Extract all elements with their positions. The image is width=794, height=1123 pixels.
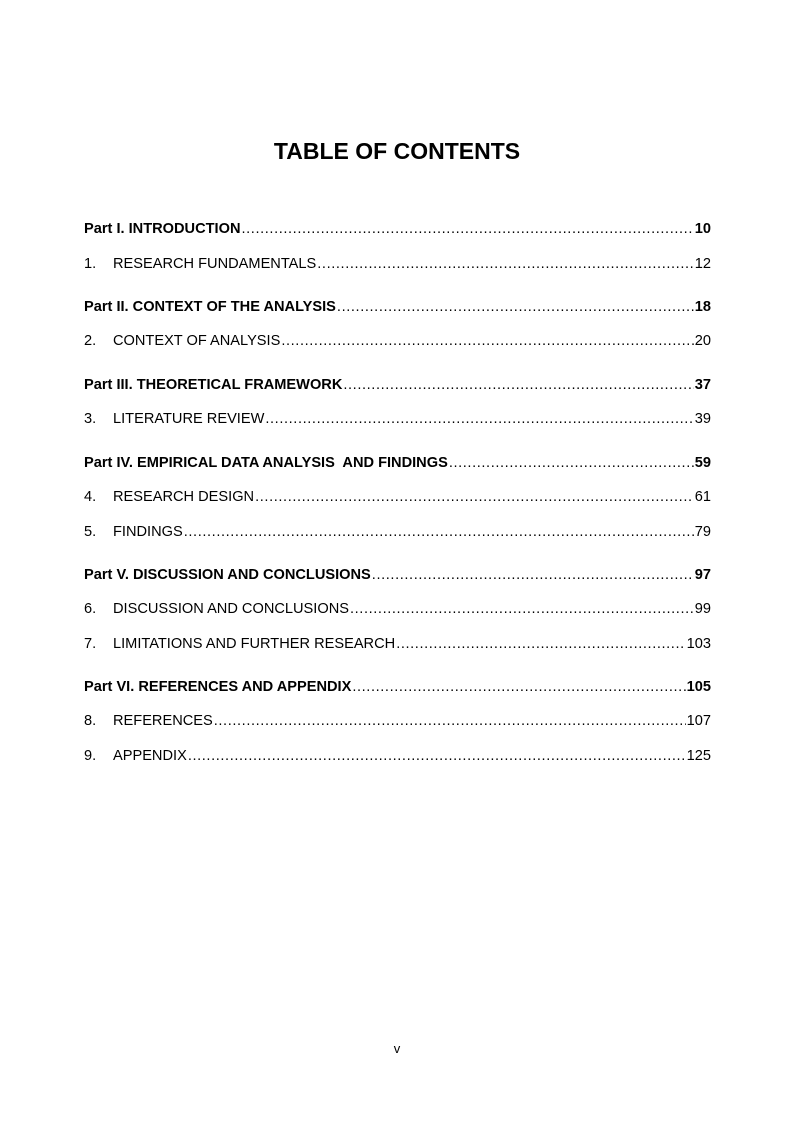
toc-entry-page: 79 <box>694 524 711 540</box>
toc-entry-number: 4. <box>84 489 97 505</box>
toc-entry-label: Part VI. REFERENCES AND APPENDIX <box>84 679 352 695</box>
page-number: v <box>393 1041 401 1056</box>
dot-leader <box>449 453 694 473</box>
toc-entry-page: 10 <box>694 221 711 237</box>
toc-entry-page: 107 <box>686 713 711 729</box>
page-title: TABLE OF CONTENTS <box>273 138 521 164</box>
toc-entry-label: DISCUSSION AND CONCLUSIONS <box>113 601 349 617</box>
toc-entry-number: 1. <box>84 256 97 272</box>
dot-leader <box>265 409 693 429</box>
toc-entry-number: 9. <box>84 748 97 764</box>
toc-entry-chapter-4[interactable] <box>84 487 711 507</box>
toc-entry-label: LITERATURE REVIEW <box>113 411 265 427</box>
dot-leader <box>255 487 694 507</box>
toc-entry-number: 8. <box>84 713 97 729</box>
toc-entry-page: 39 <box>694 411 711 427</box>
toc-entry-chapter-9[interactable] <box>84 746 711 766</box>
toc-entry-label: Part II. CONTEXT OF THE ANALYSIS <box>84 299 336 315</box>
dot-leader <box>396 634 685 654</box>
toc-entry-number: 6. <box>84 601 97 617</box>
toc-entry-part-5[interactable] <box>84 565 711 585</box>
dot-leader <box>281 331 693 351</box>
toc-entry-label: FINDINGS <box>113 524 183 540</box>
dot-leader <box>184 522 694 542</box>
toc-entry-label: Part IV. EMPIRICAL DATA ANALYSIS AND FINDINGS <box>84 455 448 471</box>
toc-entry-number: 7. <box>84 636 97 652</box>
toc-entry-chapter-5[interactable] <box>84 522 711 542</box>
toc-entry-page: 18 <box>694 299 711 315</box>
toc-entry-page: 105 <box>686 679 711 695</box>
toc-entry-number: 2. <box>84 333 97 349</box>
toc-entry-page: 103 <box>686 636 711 652</box>
toc-entry-label: APPENDIX <box>113 748 187 764</box>
toc-entry-part-6[interactable] <box>84 677 711 697</box>
dot-leader <box>352 677 685 697</box>
dot-leader <box>343 375 693 395</box>
toc-entry-label: REFERENCES <box>113 713 213 729</box>
toc-entry-chapter-2[interactable] <box>84 331 711 351</box>
toc-entry-page: 61 <box>694 489 711 505</box>
dot-leader <box>372 565 694 585</box>
toc-entry-label: Part III. THEORETICAL FRAMEWORK <box>84 377 343 393</box>
toc-entry-page: 97 <box>694 567 711 583</box>
toc-entry-part-2[interactable] <box>84 297 711 317</box>
toc-entry-label: Part I. INTRODUCTION <box>84 221 241 237</box>
toc-entry-page: 125 <box>686 748 711 764</box>
toc-entry-number: 3. <box>84 411 97 427</box>
dot-leader <box>337 297 694 317</box>
toc-entry-page: 99 <box>694 601 711 617</box>
toc-entry-part-4[interactable] <box>84 453 711 473</box>
toc-entry-part-1[interactable] <box>84 219 711 239</box>
toc-entry-page: 12 <box>694 256 711 272</box>
dot-leader <box>241 219 693 239</box>
toc-entry-chapter-6[interactable] <box>84 599 711 619</box>
toc-entry-label: Part V. DISCUSSION AND CONCLUSIONS <box>84 567 371 583</box>
dot-leader <box>188 746 686 766</box>
dot-leader <box>350 599 694 619</box>
toc-entry-chapter-3[interactable] <box>84 409 711 429</box>
toc-entry-page: 20 <box>694 333 711 349</box>
toc-entry-number: 5. <box>84 524 97 540</box>
toc-entry-label: RESEARCH FUNDAMENTALS <box>113 256 317 272</box>
toc-entry-page: 37 <box>694 377 711 393</box>
dot-leader <box>317 254 694 274</box>
toc-entry-label: CONTEXT OF ANALYSIS <box>113 333 281 349</box>
toc-entry-part-3[interactable] <box>84 375 711 395</box>
toc-entry-label: LIMITATIONS AND FURTHER RESEARCH <box>113 636 396 652</box>
toc-entry-chapter-1[interactable] <box>84 254 711 274</box>
toc-entry-label: RESEARCH DESIGN <box>113 489 255 505</box>
toc-entry-chapter-7[interactable] <box>84 634 711 654</box>
toc-entry-page: 59 <box>694 455 711 471</box>
toc-entry-chapter-8[interactable] <box>84 711 711 731</box>
dot-leader <box>214 711 686 731</box>
